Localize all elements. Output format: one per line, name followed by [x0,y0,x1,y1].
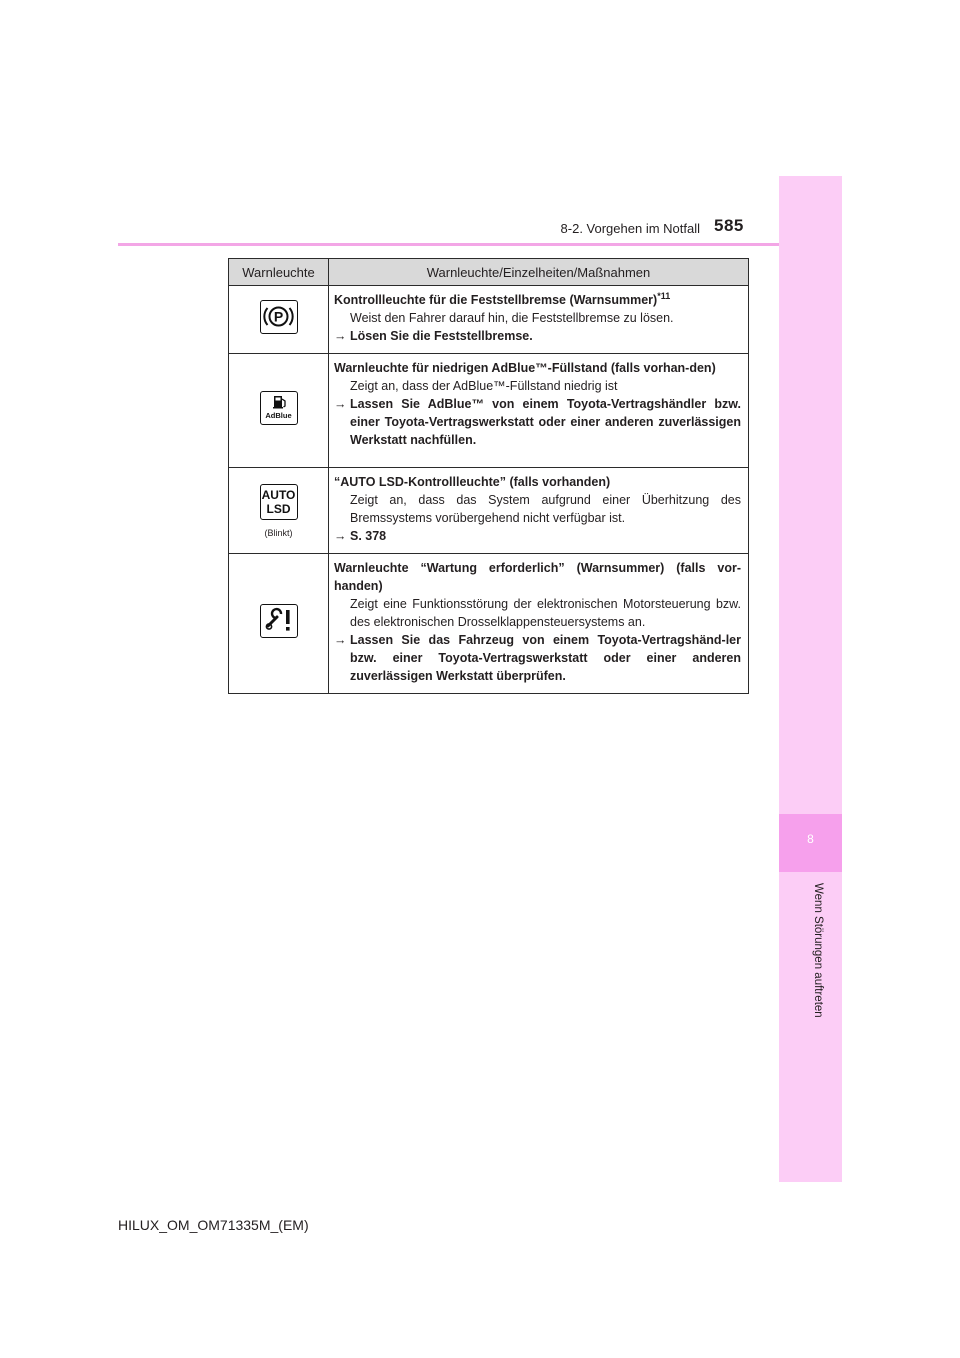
warning-action [334,527,741,545]
blink-caption: (Blinkt) [264,527,293,538]
warning-action: → Lösen Sie die Feststellbremse. [334,329,533,343]
header-rule [118,243,842,246]
svg-text:P: P [273,308,283,325]
auto-lsd-icon-text-bottom: LSD [266,501,290,516]
adblue-icon-label: AdBlue [264,411,292,420]
document-code: HILUX_OM_OM71335M_(EM) [118,1217,309,1233]
details-cell [329,468,749,554]
arrow-icon: → [334,397,347,411]
arrow-icon: → [334,329,347,343]
warning-title: “AUTO LSD-Kontrollleuchte” (falls vorhanden) [334,475,611,489]
table-header-row [229,259,749,286]
warning-light-table [228,258,749,694]
section-title: 8-2. Vorgehen im Notfall [560,221,700,236]
warning-description: Zeigt eine Funktionsstörung der elektronischen Motorsteuerung bzw. des elektronischen Drosselklappensteuersystems an. [350,597,741,629]
details-cell [329,354,749,468]
auto-lsd-icon [260,484,298,520]
warning-title: Kontrollleuchte für die Feststellbremse (Warnsummer)$^{*11}$ [334,290,671,307]
auto-lsd-icon-text-top: AUTO [261,487,295,502]
table-row [229,554,749,694]
warning-action: → Lassen Sie AdBlue™ von einem Toyota-Vertragshändler bzw. einer Toyota-Vertragswerkstatt oder einer anderen zuverlässigen Werkstatt nachfüllen. [334,397,741,447]
table-row [229,468,749,554]
arrow-icon: → [334,633,347,647]
adblue-fuel-icon [260,391,298,425]
arrow-icon: → [334,529,347,543]
parking-brake-p-icon [260,300,298,334]
table-row [229,286,749,354]
chapter-title: Wenn Störungen auftreten [812,883,824,1018]
table-row [229,354,749,468]
warning-description: Zeigt an, dass das System aufgrund einer Überhitzung des Bremssystems vorübergehend nicht verfügbar ist. [350,493,741,525]
warning-title: Warnleuchte für niedrigen AdBlue™-Füllstand (falls vorhan-den) [334,361,716,375]
column-header-details: Warnleuchte/Einzelheiten/Maßnahmen [329,259,749,286]
icon-cell [229,354,329,468]
warning-description: Weist den Fahrer darauf hin, die Feststellbremse zu lösen. [350,311,674,325]
service-required-icon [260,604,298,638]
warning-action: → Lassen Sie das Fahrzeug von einem Toyota-Vertragshänd-ler bzw. einer Toyota-Vertragswerkstatt oder einer anderen zuverlässigen Werkstatt überprüfen. [334,633,741,683]
page-number: 585 [714,216,744,235]
column-header-warning-light: Warnleuchte [229,259,329,286]
details-cell [329,554,749,694]
icon-cell [229,468,329,554]
chapter-number: 8 [807,832,814,846]
details-cell [329,286,749,354]
warning-description: Zeigt an, dass der AdBlue™-Füllstand niedrig ist [350,379,618,393]
page-reference: S. 378 [350,529,387,543]
warning-title: Warnleuchte “Wartung erforderlich” (Warnsummer) (falls vor-handen) [334,561,741,593]
icon-cell [229,554,329,694]
icon-cell [229,286,329,354]
footnote-marker: *11 [657,290,671,301]
